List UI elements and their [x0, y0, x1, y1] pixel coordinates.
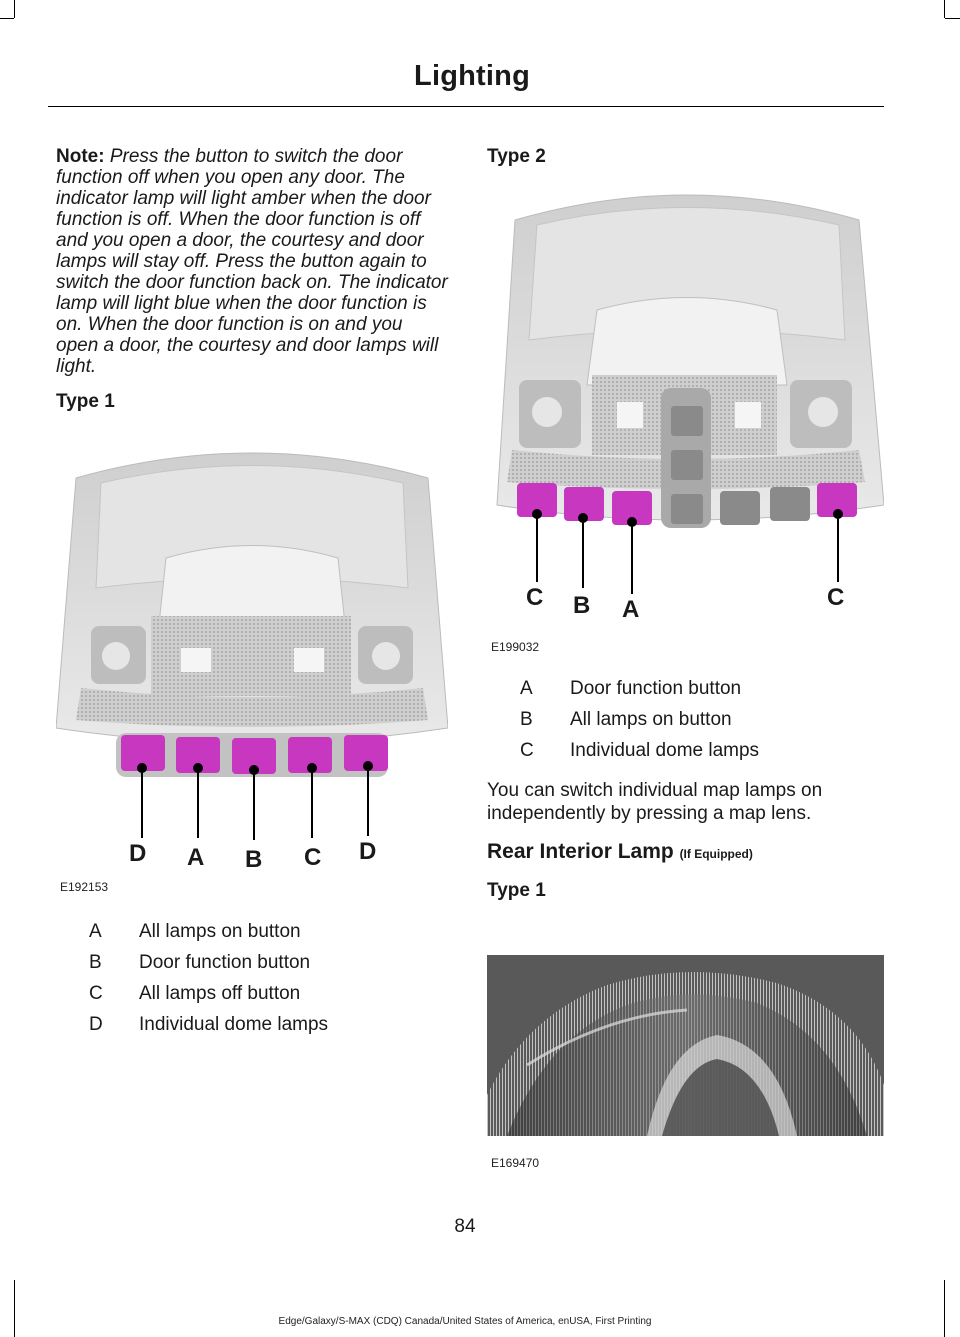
type1-callout-a: A [187, 844, 205, 871]
rear-figure-code: E169470 [491, 1156, 540, 1170]
map-lamps-paragraph: You can switch individual map lamps on independently by pressing a map lens. [487, 780, 823, 824]
crop-mark [14, 0, 15, 18]
type1-figure-code: E192153 [60, 880, 109, 894]
type1-callout-b: B [245, 846, 263, 873]
type1-callout-d-right: D [359, 838, 377, 865]
crop-mark [944, 0, 945, 18]
crop-mark [0, 18, 14, 19]
legend-row [56, 978, 328, 1009]
legend-key: A [520, 677, 533, 699]
legend-key: A [89, 920, 102, 942]
rear-lamp-title: Rear Interior Lamp [487, 840, 674, 863]
legend-key: D [89, 1013, 103, 1035]
legend-key: C [520, 739, 534, 761]
header-rule [48, 106, 884, 107]
type2-heading: Type 2 [487, 146, 546, 167]
legend-text: All lamps on button [139, 920, 301, 942]
legend-key: B [89, 951, 102, 973]
type1-figure [56, 438, 448, 876]
note-label: Note: [56, 146, 105, 167]
rear-lamp-qualifier: (If Equipped) [679, 847, 753, 861]
legend-text: Door function button [570, 677, 742, 699]
legend-row [56, 1009, 328, 1040]
legend-text: All lamps on button [570, 708, 732, 730]
rear-type1-heading: Type 1 [487, 880, 546, 901]
legend-key: C [89, 982, 103, 1004]
right-column [487, 146, 887, 168]
note-paragraph [56, 146, 448, 377]
rear-lamp-heading [487, 840, 753, 864]
type2-legend [487, 673, 759, 766]
legend-row [487, 735, 759, 766]
note-text: Press the button to switch the door function off when you open any door. The indicator lamp will light amber when the door function is off. When the door function is off and you open a door, the courtesy and door lamps will stay off. Press the button again to switch the door function back on. The indicator lamp will light blue when the door function is on. When the door function is on and you open a door, the courtesy and door lamps will light. [56, 146, 448, 377]
legend-row [56, 947, 328, 978]
type2-callout-b: B [573, 592, 591, 619]
type1-heading: Type 1 [56, 391, 115, 412]
page-number: 84 [454, 1216, 476, 1237]
crop-mark [944, 1280, 945, 1337]
legend-text: Individual dome lamps [570, 739, 760, 761]
type2-figure-code: E199032 [491, 640, 540, 654]
rear-lamp-figure [487, 955, 884, 1136]
crop-mark [945, 18, 960, 19]
type2-callout-c-right: C [827, 584, 845, 611]
legend-key: B [520, 708, 533, 730]
legend-row [487, 704, 759, 735]
overhead-console-illustration [487, 180, 884, 635]
type1-callout-c: C [304, 844, 322, 871]
legend-text: Door function button [139, 951, 311, 973]
type2-callout-a: A [622, 596, 640, 623]
overhead-console-illustration [56, 438, 448, 876]
legend-text: All lamps off button [139, 982, 301, 1004]
legend-row [56, 916, 328, 947]
type1-legend [56, 916, 328, 1040]
page-title: Lighting [414, 60, 530, 92]
left-column [56, 146, 448, 413]
crop-mark [14, 1280, 15, 1337]
rear-lamp-illustration [487, 955, 884, 1136]
type2-callout-c-left: C [526, 584, 544, 611]
legend-text: Individual dome lamps [139, 1013, 329, 1035]
legend-row [487, 673, 759, 704]
type2-figure [487, 180, 884, 635]
type1-callout-d-left: D [129, 840, 147, 867]
footer-text: Edge/Galaxy/S-MAX (CDQ) Canada/United States of America, enUSA, First Printing [278, 1316, 652, 1327]
